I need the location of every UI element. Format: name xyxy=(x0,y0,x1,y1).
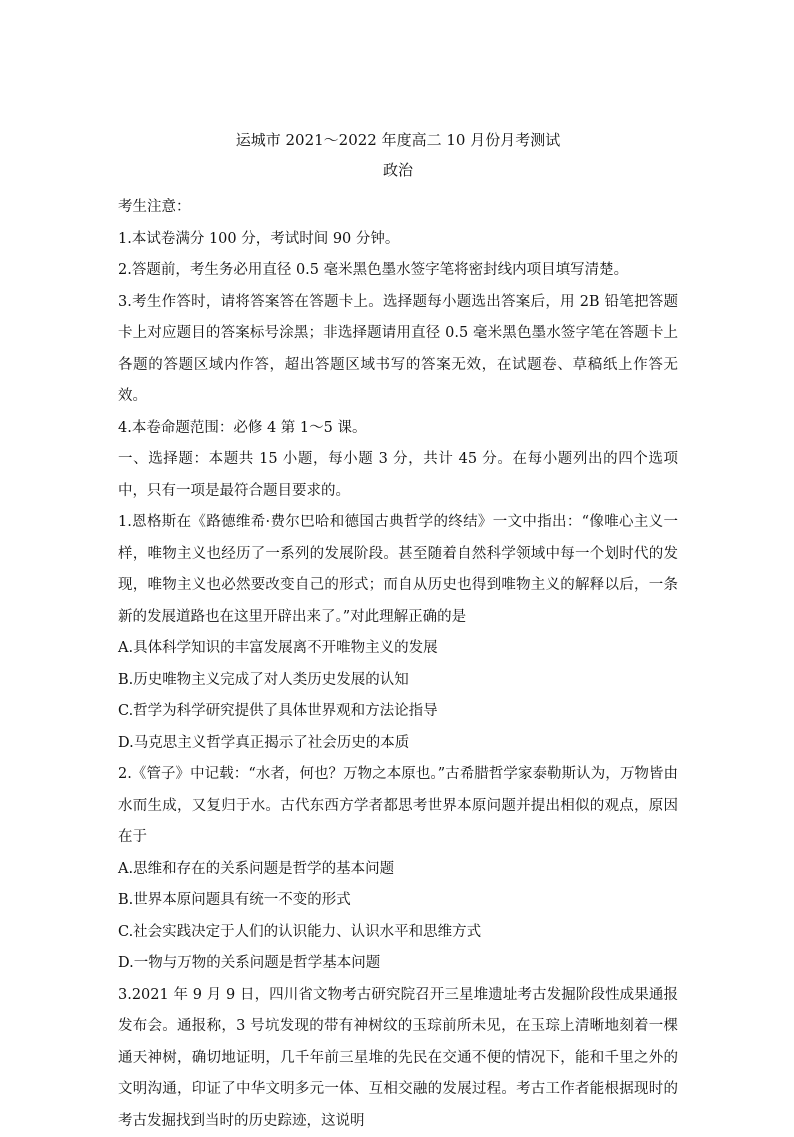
question-1-stem: 1.恩格斯在《路德维希·费尔巴哈和德国古典哲学的终结》一文中指出：“像唯心主义一样，唯物主义也经历了一系列的发展阶段。甚至随着自然科学领域中每一个划时代的发现，唯物主义也必然要改变自己的形式；而自从历史也得到唯物主义的解释以后，一条新的发展道路也在这里开辟出来了。”对此理解正确的是 xyxy=(118,507,678,633)
section-heading: 一、选择题：本题共 15 小题，每小题 3 分，共计 45 分。在每小题列出的四个选项中，只有一项是最符合题目要求的。 xyxy=(118,444,678,507)
exam-subject: 政治 xyxy=(118,160,678,192)
notice-item-4: 4.本卷命题范围：必修 4 第 1～5 课。 xyxy=(118,413,678,445)
question-2-stem: 2.《管子》中记载：“水者，何也？万物之本原也。”古希腊哲学家泰勒斯认为，万物皆由水而生成，又复归于水。古代东西方学者都思考世界本原问题并提出相似的观点，原因在于 xyxy=(118,759,678,854)
question-1-option-d: D.马克思主义哲学真正揭示了社会历史的本质 xyxy=(118,728,678,760)
question-3-stem: 3.2021 年 9 月 9 日，四川省文物考古研究院召开三星堆遗址考古发掘阶段性成果通报发布会。通报称，3 号坑发现的带有神树纹的玉琮前所未见，在玉琮上清晰地刻着一棵通天神树，确切地证明，几千年前三星堆的先民在交通不便的情况下，能和千里之外的文明沟通，印证了中华文明多元一体、互相交融的发展过程。考古工作者能根据现时的考古发掘找到当时的历史踪迹，这说明 xyxy=(118,980,678,1137)
question-1-option-a: A.具体科学知识的丰富发展离不开唯物主义的发展 xyxy=(118,633,678,665)
notice-heading: 考生注意： xyxy=(118,192,678,224)
question-1-option-b: B.历史唯物主义完成了对人类历史发展的认知 xyxy=(118,665,678,697)
notice-item-1: 1.本试卷满分 100 分，考试时间 90 分钟。 xyxy=(118,224,678,256)
question-2-option-d: D.一物与万物的关系问题是哲学基本问题 xyxy=(118,948,678,980)
exam-title: 运城市 2021～2022 年度高二 10 月份月考测试 xyxy=(118,130,678,160)
exam-page xyxy=(118,130,678,1137)
question-2-option-b: B.世界本原问题具有统一不变的形式 xyxy=(118,885,678,917)
notice-item-2: 2.答题前，考生务必用直径 0.5 毫米黑色墨水签字笔将密封线内项目填写清楚。 xyxy=(118,255,678,287)
question-1-option-c: C.哲学为科学研究提供了具体世界观和方法论指导 xyxy=(118,696,678,728)
notice-item-3: 3.考生作答时，请将答案答在答题卡上。选择题每小题选出答案后，用 2B 铅笔把答题卡上对应题目的答案标号涂黑；非选择题请用直径 0.5 毫米黑色墨水签字笔在答题卡上各题的答题区域内作答，超出答题区域书写的答案无效，在试题卷、草稿纸上作答无效。 xyxy=(118,287,678,413)
question-2-option-a: A.思维和存在的关系问题是哲学的基本问题 xyxy=(118,854,678,886)
question-2-option-c: C.社会实践决定于人们的认识能力、认识水平和思维方式 xyxy=(118,917,678,949)
